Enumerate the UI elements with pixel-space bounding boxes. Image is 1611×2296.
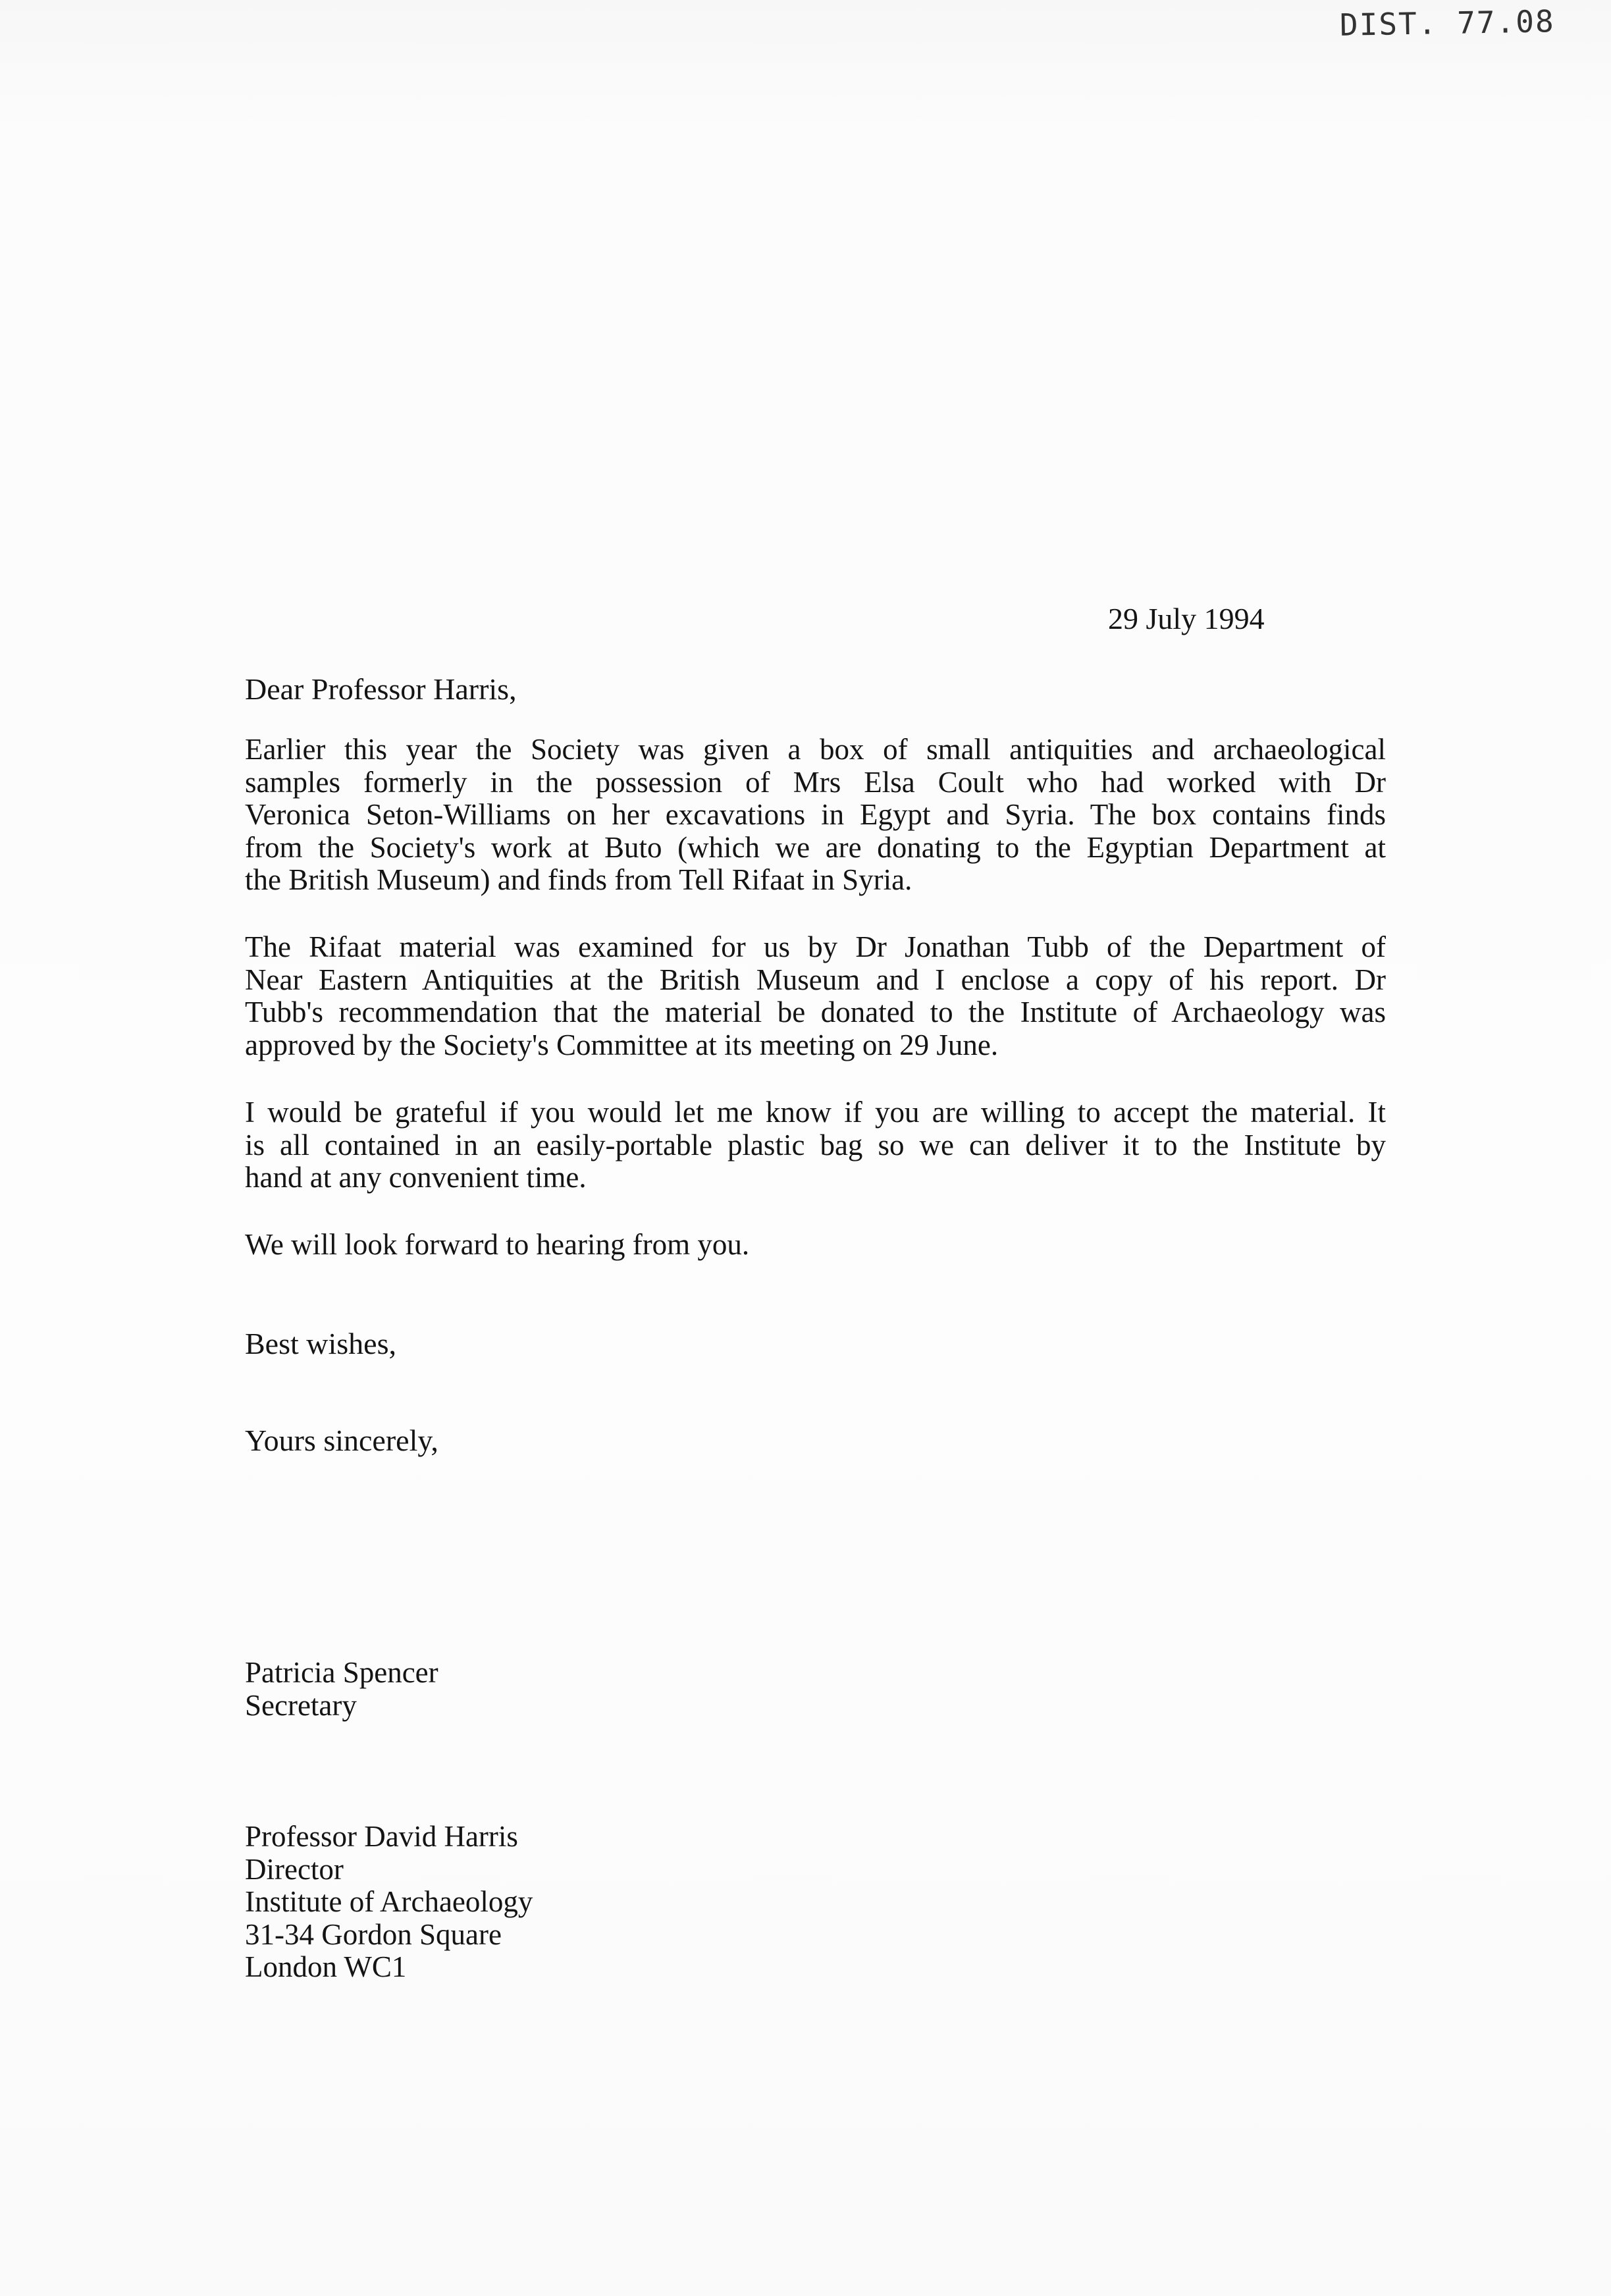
paragraph-4 (245, 1229, 1386, 1262)
address-line: 31-34 Gordon Square (245, 1917, 502, 1951)
signatory-name: Patricia Spencer (245, 1656, 438, 1689)
address-line: Professor David Harris (245, 1820, 518, 1853)
closing-best-wishes: Best wishes, (245, 1327, 396, 1360)
archive-reference-annotation: DIST. 77.08 (1339, 3, 1556, 43)
address-line: Institute of Archaeology (245, 1885, 533, 1918)
closing-yours-sincerely: Yours sincerely, (245, 1424, 438, 1457)
address-line: London WC1 (245, 1950, 407, 1983)
paragraph-line: Veronica Seton-Williams on her excavations in Egypt and Syria. The box contains finds (245, 798, 1386, 831)
paragraph-line: samples formerly in the possession of Mrs Elsa Coult who had worked with Dr (245, 765, 1386, 799)
paragraph-3 (245, 1096, 1386, 1194)
salutation: Dear Professor Harris, (245, 672, 517, 706)
letter-date: 29 July 1994 (1108, 602, 1265, 635)
paragraph-2 (245, 931, 1386, 1061)
paragraph-line: We will look forward to hearing from you. (245, 1228, 750, 1261)
paragraph-line: approved by the Society's Committee at its meeting on 29 June. (245, 1028, 999, 1061)
paragraph-line: I would be grateful if you would let me know if you are willing to accept the material. It (245, 1096, 1386, 1129)
paragraph-line: Earlier this year the Society was given a box of small antiquities and archaeological (245, 733, 1386, 766)
paragraph-line: from the Society's work at Buto (which we are donating to the Egyptian Department at (245, 830, 1386, 864)
paragraph-1 (245, 734, 1386, 897)
paragraph-line: Near Eastern Antiquities at the British Museum and I enclose a copy of his report. Dr (245, 963, 1386, 996)
paragraph-line: the British Museum) and finds from Tell Rifaat in Syria. (245, 863, 912, 896)
paragraph-line: The Rifaat material was examined for us by Dr Jonathan Tubb of the Department of (245, 930, 1386, 963)
address-line: Director (245, 1852, 344, 1886)
paragraph-line: is all contained in an easily-portable plastic bag so we can deliver it to the Institute by (245, 1128, 1386, 1161)
signatory-block (245, 1657, 438, 1722)
signatory-title: Secretary (245, 1688, 357, 1722)
paragraph-line: Tubb's recommendation that the material be donated to the Institute of Archaeology was (245, 996, 1386, 1028)
paragraph-line: hand at any convenient time. (245, 1161, 587, 1194)
recipient-address (245, 1821, 533, 1984)
